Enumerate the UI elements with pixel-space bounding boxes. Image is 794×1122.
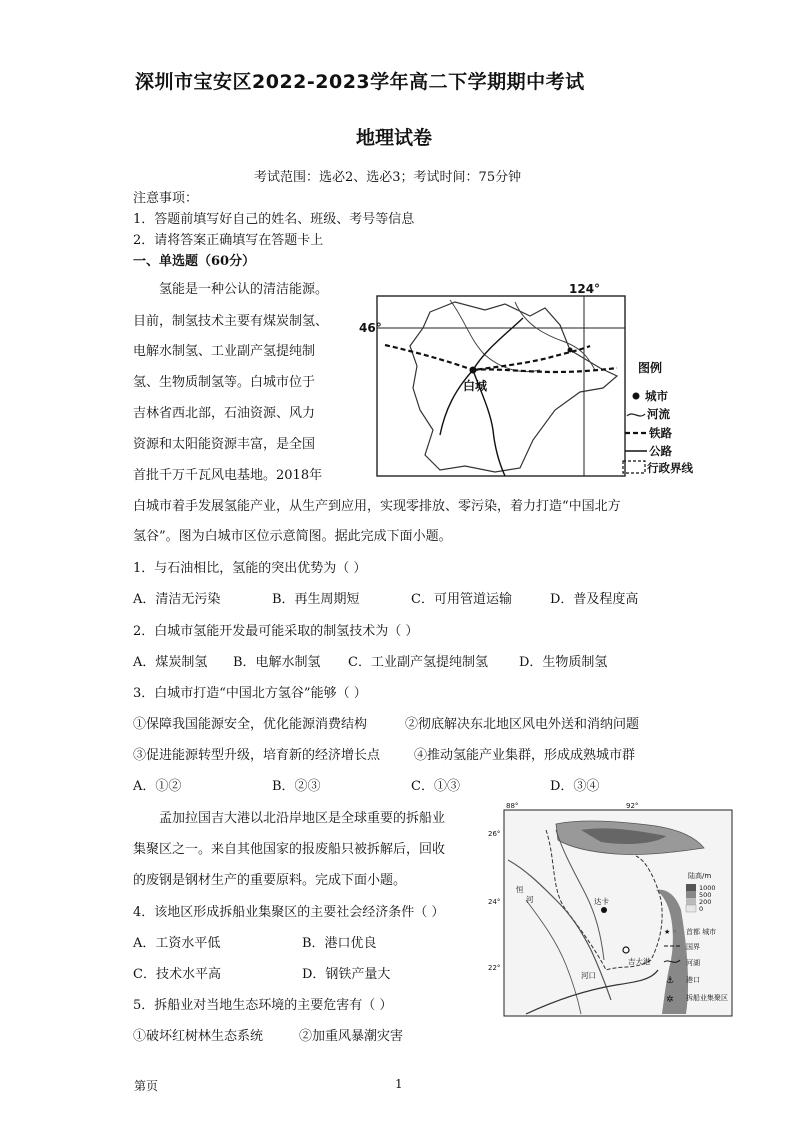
bangladesh-shipbreaking-map <box>486 800 736 1020</box>
option[interactable]: B．②③ <box>272 779 321 794</box>
road <box>473 318 523 370</box>
capital-dot <box>601 907 607 913</box>
river <box>515 302 595 370</box>
statement: ③促进能源转型升级，培育新的经济增长点 <box>133 748 381 763</box>
passage1-line: 首批千万千瓦风电基地。2018年 <box>133 468 323 483</box>
legend-label: 首都 城市 <box>686 928 717 936</box>
city-dot <box>568 348 573 353</box>
lat-label: 24° <box>488 898 501 906</box>
exam-scope: 考试范围：选必2、选必3；考试时间：75分钟 <box>254 170 522 185</box>
option[interactable]: D．③④ <box>550 779 600 794</box>
legend-city-symbol <box>633 393 640 400</box>
option[interactable]: C．技术水平高 <box>133 967 221 982</box>
lat-label: 22° <box>488 964 501 972</box>
option[interactable]: B．再生周期短 <box>272 592 360 607</box>
question-stem: 3．白城市打造“中国北方氢谷”能够（ ） <box>133 686 367 701</box>
railway <box>473 368 617 372</box>
page-number: 1 <box>395 1077 403 1091</box>
elevation-swatch <box>686 905 696 912</box>
elevation-value: 0 <box>699 905 704 913</box>
passage1-line: 白城市着手发展氢能产业，从生产到应用，实现零排放、零污染，着力打造“中国北方 <box>133 499 621 514</box>
legend-label: 河湖 <box>686 959 700 967</box>
elevation-value: 1000 <box>699 884 716 892</box>
elevation-swatch <box>686 884 696 891</box>
option[interactable]: C．①③ <box>411 779 460 794</box>
lon-label: 88° <box>506 802 519 810</box>
city-label: 白城 <box>463 379 488 393</box>
legend-label: 行政界线 <box>647 461 693 475</box>
statement: ②彻底解决东北地区风电外送和消纳问题 <box>405 717 640 732</box>
passage2-line: 的废钢是钢材生产的重要原料。完成下面小题。 <box>133 873 407 888</box>
elevation-value: 200 <box>699 898 712 906</box>
option[interactable]: C．可用管道运输 <box>411 592 512 607</box>
anchor-icon: ⚓ <box>666 976 675 986</box>
notice-item: 2．请将答案正确填写在答题卡上 <box>133 233 324 248</box>
lon-label: 124° <box>569 282 601 296</box>
exam-title: 深圳市宝安区2022-2023学年高二下学期期中考试 <box>135 71 585 93</box>
notice-heading: 注意事项： <box>133 191 199 206</box>
lat-label: 46° <box>359 321 382 335</box>
option[interactable]: B．电解水制氢 <box>233 655 321 670</box>
option[interactable]: D．生物质制氢 <box>519 655 608 670</box>
option[interactable]: B．港口优良 <box>302 936 377 951</box>
lon-label: 92° <box>626 802 639 810</box>
passage1-line: 吉林省西北部，石油资源、风力 <box>133 406 316 421</box>
city-dot <box>470 367 477 374</box>
place-label: 恒 <box>516 885 524 894</box>
map-frame <box>377 296 625 476</box>
legend-label: 河流 <box>647 407 670 421</box>
shipbreaking-marker <box>623 947 629 953</box>
legend-label: 国界 <box>686 943 700 951</box>
passage1-line: 资源和太阳能资源丰富，是全国 <box>133 437 316 452</box>
legend-label: 铁路 <box>649 426 672 440</box>
statement: ④推动氢能产业集群，形成成熟城市群 <box>414 748 636 763</box>
elevation-swatch <box>686 898 696 905</box>
legend-label: 公路 <box>649 444 672 458</box>
passage1-line: 氢能是一种公认的清洁能源。 <box>159 282 329 297</box>
legend-label: 拆船业集聚区 <box>686 994 728 1002</box>
passage2-line: 集聚区之一。来自其他国家的报废船只被拆解后，回收 <box>133 842 446 857</box>
option[interactable]: A．清洁无污染 <box>133 592 221 607</box>
exam-subtitle: 地理试卷 <box>356 127 433 149</box>
option[interactable]: D．普及程度高 <box>550 592 639 607</box>
option[interactable]: D．钢铁产量大 <box>302 967 391 982</box>
statement: ①保障我国能源安全，优化能源消费结构 <box>133 717 368 732</box>
statement: ①破坏红树林生态系统 <box>133 1029 264 1044</box>
footer-label: 第页 <box>134 1079 159 1093</box>
place-label: 达卡 <box>594 897 609 906</box>
gear-icon: ✲ <box>666 995 674 1005</box>
legend-capital-icon: ★ ◦ <box>664 928 677 936</box>
elevation-title: 陆高/m <box>688 872 712 880</box>
question-stem: 2．白城市氢能开发最可能采取的制氢技术为（ ） <box>133 624 419 639</box>
option[interactable]: A．①② <box>133 779 182 794</box>
statement: ②加重风暴潮灾害 <box>299 1029 404 1044</box>
notice-item: 1．答题前填写好自己的姓名、班级、考号等信息 <box>133 212 415 227</box>
option[interactable]: C．工业副产氢提纯制氢 <box>348 655 488 670</box>
legend-label: 城市 <box>645 389 668 403</box>
elevation-swatch <box>686 891 696 898</box>
legend-title: 图例 <box>638 361 663 375</box>
passage1-line: 氢谷”。图为白城市区位示意简图。据此完成下面小题。 <box>133 529 452 544</box>
legend-river-symbol <box>627 414 645 416</box>
place-label: 吉大港 <box>628 957 651 966</box>
option[interactable]: A．煤炭制氢 <box>133 655 208 670</box>
question-stem: 1．与石油相比，氢能的突出优势为（ ） <box>133 561 367 576</box>
legend-boundary-symbol <box>623 461 645 473</box>
legend-label: 港口 <box>686 976 700 984</box>
baicheng-location-map <box>355 280 703 480</box>
passage2-line: 孟加拉国吉大港以北沿岸地区是全球重要的拆船业 <box>159 811 446 826</box>
passage1-line: 目前，制氢技术主要有煤炭制氢、 <box>133 314 329 329</box>
place-label: 河 <box>526 895 534 904</box>
lat-label: 26° <box>488 830 501 838</box>
question-stem: 5．拆船业对当地生态环境的主要危害有（ ） <box>133 998 393 1013</box>
option[interactable]: A．工资水平低 <box>133 936 221 951</box>
section-heading: 一、单选题（60分） <box>133 254 256 269</box>
question-stem: 4．该地区形成拆船业集聚区的主要社会经济条件（ ） <box>133 905 445 920</box>
elevation-value: 500 <box>699 891 712 899</box>
passage1-line: 电解水制氢、工业副产氢提纯制 <box>133 344 316 359</box>
place-label: 河口 <box>581 971 596 980</box>
river <box>450 300 540 372</box>
passage1-line: 氢、生物质制氢等。白城市位于 <box>133 375 316 390</box>
